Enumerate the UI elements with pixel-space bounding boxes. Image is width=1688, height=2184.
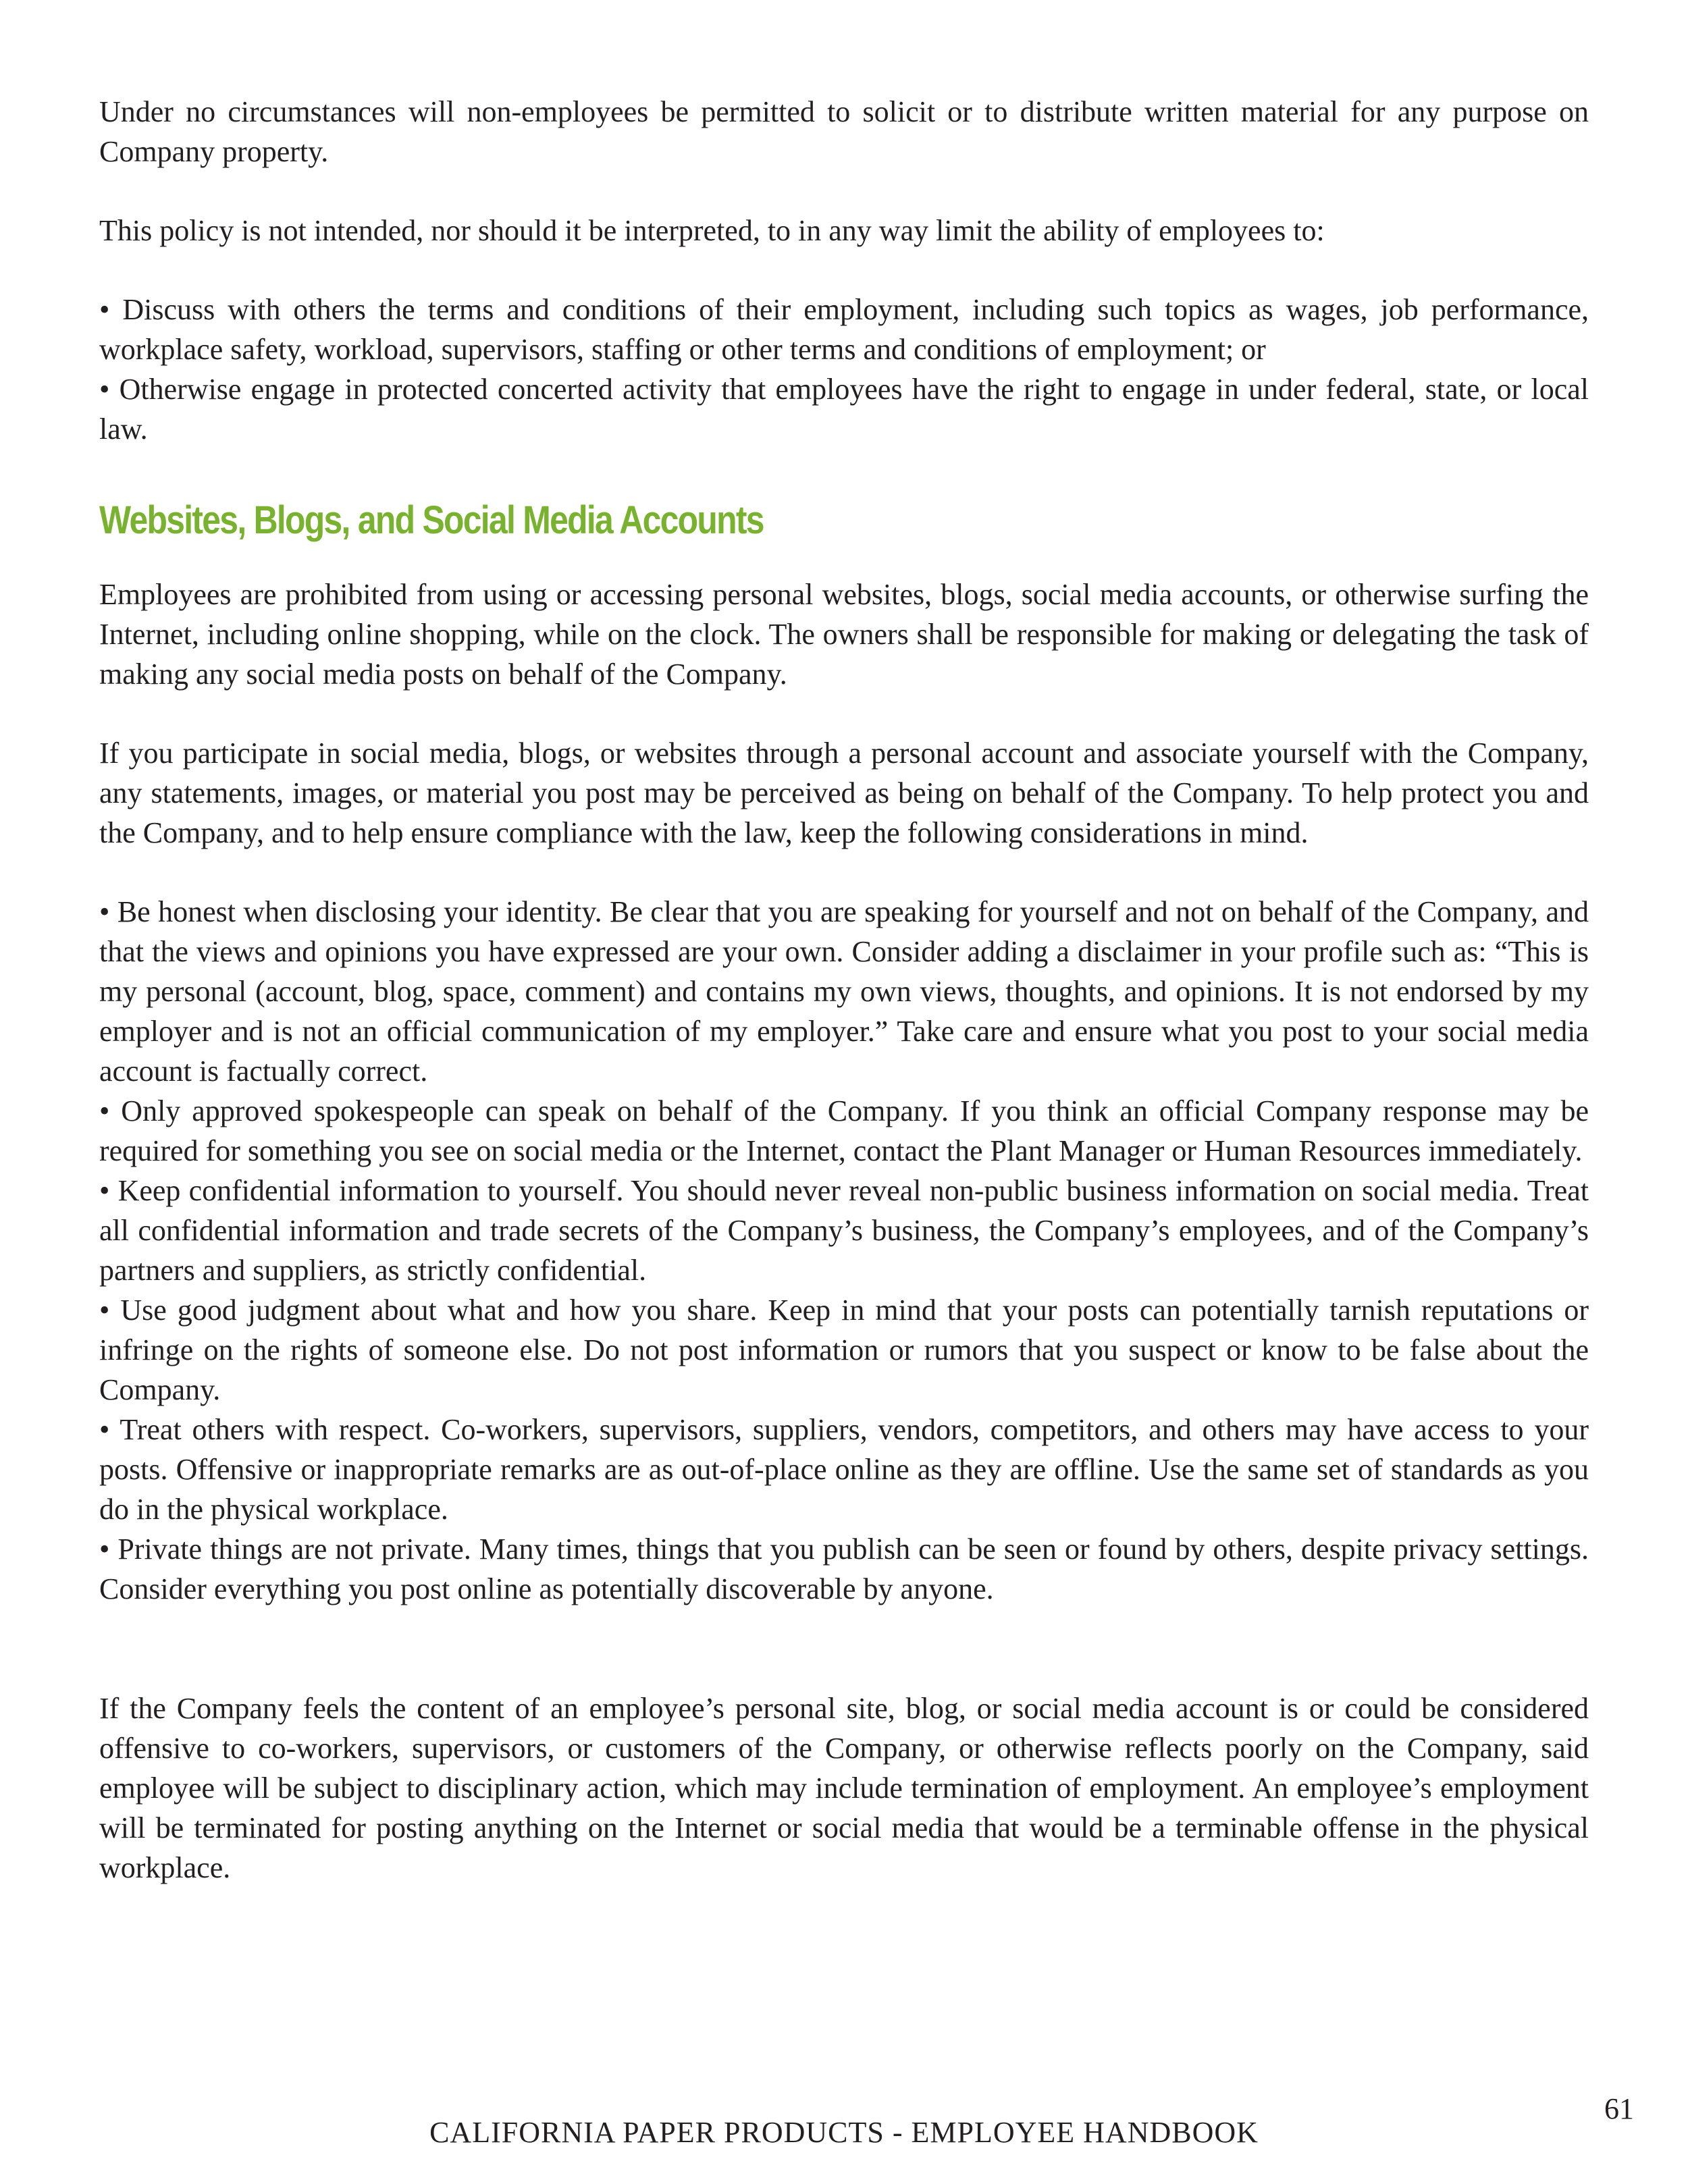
section-paragraph-3: If the Company feels the content of an employee’s personal site, blog, or social media account is or could be considered offensive to co-workers, supervisors, or customers of the Company, or otherwise reflects poorly on the Company, said employee will be subject to disciplinary action, which may include termination of employment. An employee’s employment will be terminated for posting anything on the Internet or social media that would be a terminable offense in the physical workplace. (99, 1692, 1589, 1884)
bullet-respect: • Treat others with respect. Co-workers, supervisors, suppliers, vendors, competitors, and others may have access to your posts. Offensive or inappropriate remarks are as out-of-place online as they are offline. Use the same set of standards as you do in the physical workplace. (99, 1413, 1589, 1526)
section-heading: Websites, Blogs, and Social Media Accounts (99, 498, 764, 542)
section-paragraph-1: Employees are prohibited from using or accessing personal websites, blogs, social media accounts, or otherwise surfing the Internet, including online shopping, while on the clock. The owners shall be responsible for making or delegating the task of making any social media posts on behalf of the Company. (99, 578, 1589, 691)
section-paragraph-2: If you participate in social media, blogs, or websites through a personal account and associate yourself with the Company, any statements, images, or material you post may be perceived as being on behalf of the Company. To help protect you and the Company, and to help ensure compliance with the law, keep the following considerations in mind. (99, 737, 1589, 849)
intro-bullet-1: • Discuss with others the terms and conditions of their employment, including such topics as wages, job performance, workplace safety, workload, supervisors, staffing or other terms and conditions of employment; or (99, 293, 1589, 366)
intro-paragraph-1: Under no circumstances will non-employees be permitted to solicit or to distribute written material for any purpose on Company property. (99, 95, 1589, 168)
intro-bullet-list (99, 290, 1589, 449)
intro-paragraph-2: This policy is not intended, nor should it be interpreted, to in any way limit the ability of employees to: (99, 214, 1325, 247)
intro-bullet-2: • Otherwise engage in protected concerted activity that employees have the right to engage in under federal, state, or local law. (99, 373, 1589, 446)
bullet-approved-spokespeople: • Only approved spokespeople can speak on behalf of the Company. If you think an official Company response may be required for something you see on social media or the Internet, contact the Plant Manager or Human Resources immediately. (99, 1094, 1589, 1167)
section-bullet-list (99, 892, 1589, 1609)
bullet-confidential: • Keep confidential information to yourself. You should never reveal non-public business information on social media. Treat all confidential information and trade secrets of the Company’s business, the Company’s employees, and of the Company’s partners and suppliers, as strictly confidential. (99, 1174, 1589, 1287)
page-number: 61 (1604, 2092, 1634, 2125)
footer-title: CALIFORNIA PAPER PRODUCTS - EMPLOYEE HANDBOOK (429, 2116, 1259, 2149)
bullet-good-judgment: • Use good judgment about what and how you share. Keep in mind that your posts can potentially tarnish reputations or infringe on the rights of someone else. Do not post information or rumors that you suspect or know to be false about the Company. (99, 1294, 1589, 1406)
bullet-private-things: • Private things are not private. Many times, things that you publish can be seen or found by others, despite privacy settings. Consider everything you post online as potentially discoverable by anyone. (99, 1533, 1589, 1605)
bullet-be-honest: • Be honest when disclosing your identity. Be clear that you are speaking for yourself and not on behalf of the Company, and that the views and opinions you have expressed are your own. Consider adding a disclaimer in your profile such as: “This is my personal (account, blog, space, comment) and contains my own views, thoughts, and opinions. It is not endorsed by my employer and is not an official communication of my employer.” Take care and ensure what you post to your social media account is factually correct. (99, 895, 1589, 1088)
page-content (99, 92, 1589, 1888)
